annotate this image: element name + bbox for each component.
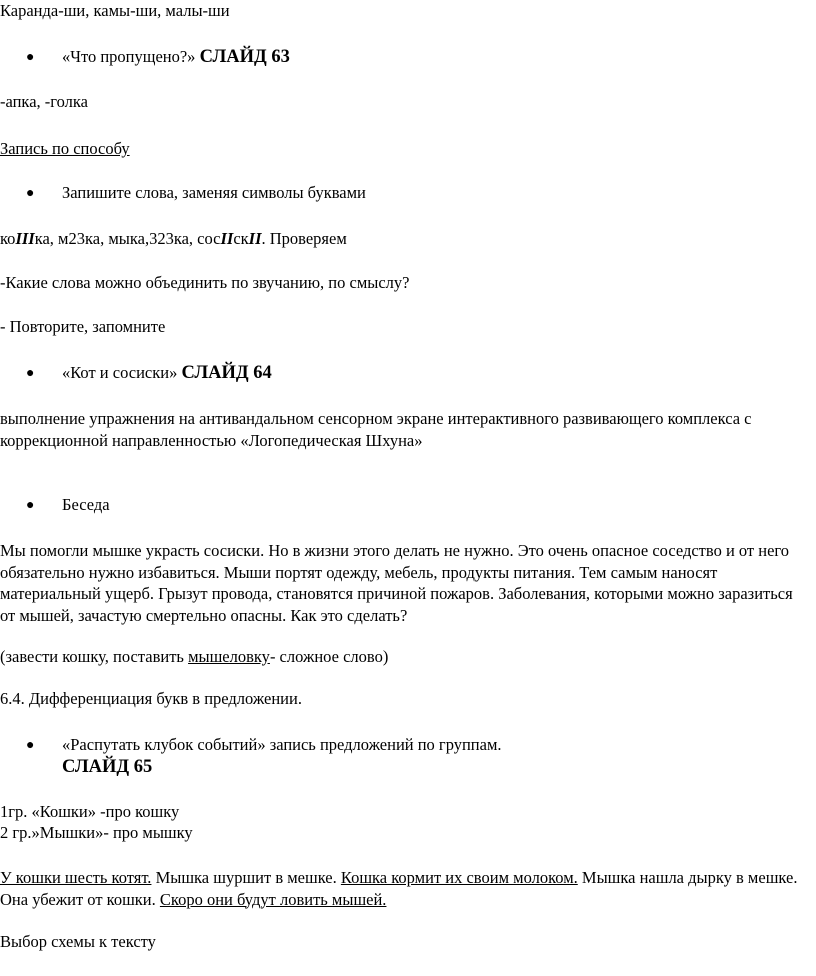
text-part: ск bbox=[233, 229, 249, 248]
symbol-part: II bbox=[220, 229, 234, 248]
underlined-word: мышеловку bbox=[188, 647, 270, 666]
text-part: - сложное слово) bbox=[269, 647, 389, 666]
sentence: Мышка нашла дырку в мешке. Она убежит от кошки. bbox=[0, 868, 798, 909]
underlined-sentence: У кошки шесть котят. bbox=[0, 868, 152, 887]
text-line-scheme: Выбор схемы к тексту bbox=[0, 932, 156, 951]
text-line-answer bbox=[0, 646, 388, 668]
text-line-endings: -апка, -голка bbox=[0, 92, 88, 111]
section-heading-method: Запись по способу bbox=[0, 139, 130, 158]
text-part: (завести кошку, поставить bbox=[0, 647, 189, 666]
sentence: Мышка шуршит в мешке. bbox=[151, 868, 341, 887]
bullet-text: «Что пропущено?» bbox=[62, 47, 200, 66]
paragraph-exercise: выполнение упражнения на антивандальном сенсорном экране интерактивного развивающего комплекса с коррекционной направленностью «Логопедическая Шхуна» bbox=[0, 409, 752, 450]
slide-label: СЛАЙД 65 bbox=[62, 757, 153, 777]
slide-label: СЛАЙД 63 bbox=[199, 47, 290, 67]
text-line-question: -Какие слова можно объединить по звучанию, по смыслу? bbox=[0, 273, 410, 292]
text-line-words: Каранда-ши, камы-ши, малы-ши bbox=[0, 1, 230, 20]
bullet-icon: ● bbox=[26, 498, 35, 513]
bullet-icon: ● bbox=[26, 186, 35, 201]
text-line-group-2: 2 гр.»Мышки»- про мышку bbox=[0, 823, 193, 842]
underlined-sentence: Скоро они будут ловить мышей. bbox=[159, 889, 387, 909]
paragraph-conversation: Мы помогли мышке украсть сосиски. Но в жизни этого делать не нужно. Это очень опасное соседство и от него обязательно нужно избавиться. Мыши портят одежду, мебель, продукты питания. Тем самым наносят материальный ущерб. Грызут провода, становятся причиной пожаров. Заболевания, которыми можно заразиться от мышей, зачастую смертельно опасны. Как это сделать? bbox=[0, 541, 793, 625]
bullet-item-conversation: Беседа bbox=[62, 495, 110, 514]
slide-label: СЛАЙД 64 bbox=[181, 363, 272, 383]
symbol-part: III bbox=[15, 229, 35, 248]
text-line-group-1: 1гр. «Кошки» -про кошку bbox=[0, 802, 180, 821]
text-part: ко bbox=[0, 229, 16, 248]
paragraph-sentences bbox=[0, 867, 812, 910]
section-heading-differentiation: 6.4. Дифференциация букв в предложении. bbox=[0, 689, 302, 708]
text-line-repeat: - Повторите, запомните bbox=[0, 317, 166, 336]
bullet-icon: ● bbox=[26, 366, 35, 381]
bullet-item-what-missing bbox=[62, 46, 290, 68]
text-line-coded-words bbox=[0, 228, 347, 250]
bullet-item-write-words: Запишите слова, заменяя символы буквами bbox=[62, 183, 366, 202]
text-part: . Проверяем bbox=[261, 229, 347, 248]
underlined-sentence: Кошка кормит их своим молоком. bbox=[340, 868, 578, 887]
bullet-item-untangle: «Распутать клубок событий» запись предложений по группам. bbox=[62, 735, 502, 754]
bullet-text: «Кот и сосиски» bbox=[62, 363, 182, 382]
symbol-part: II bbox=[248, 229, 262, 248]
bullet-icon: ● bbox=[26, 50, 35, 65]
text-part: ка, м23ка, мыка,323ка, сос bbox=[34, 229, 221, 248]
bullet-item-cat-sausages bbox=[62, 362, 272, 384]
bullet-icon: ● bbox=[26, 738, 35, 753]
